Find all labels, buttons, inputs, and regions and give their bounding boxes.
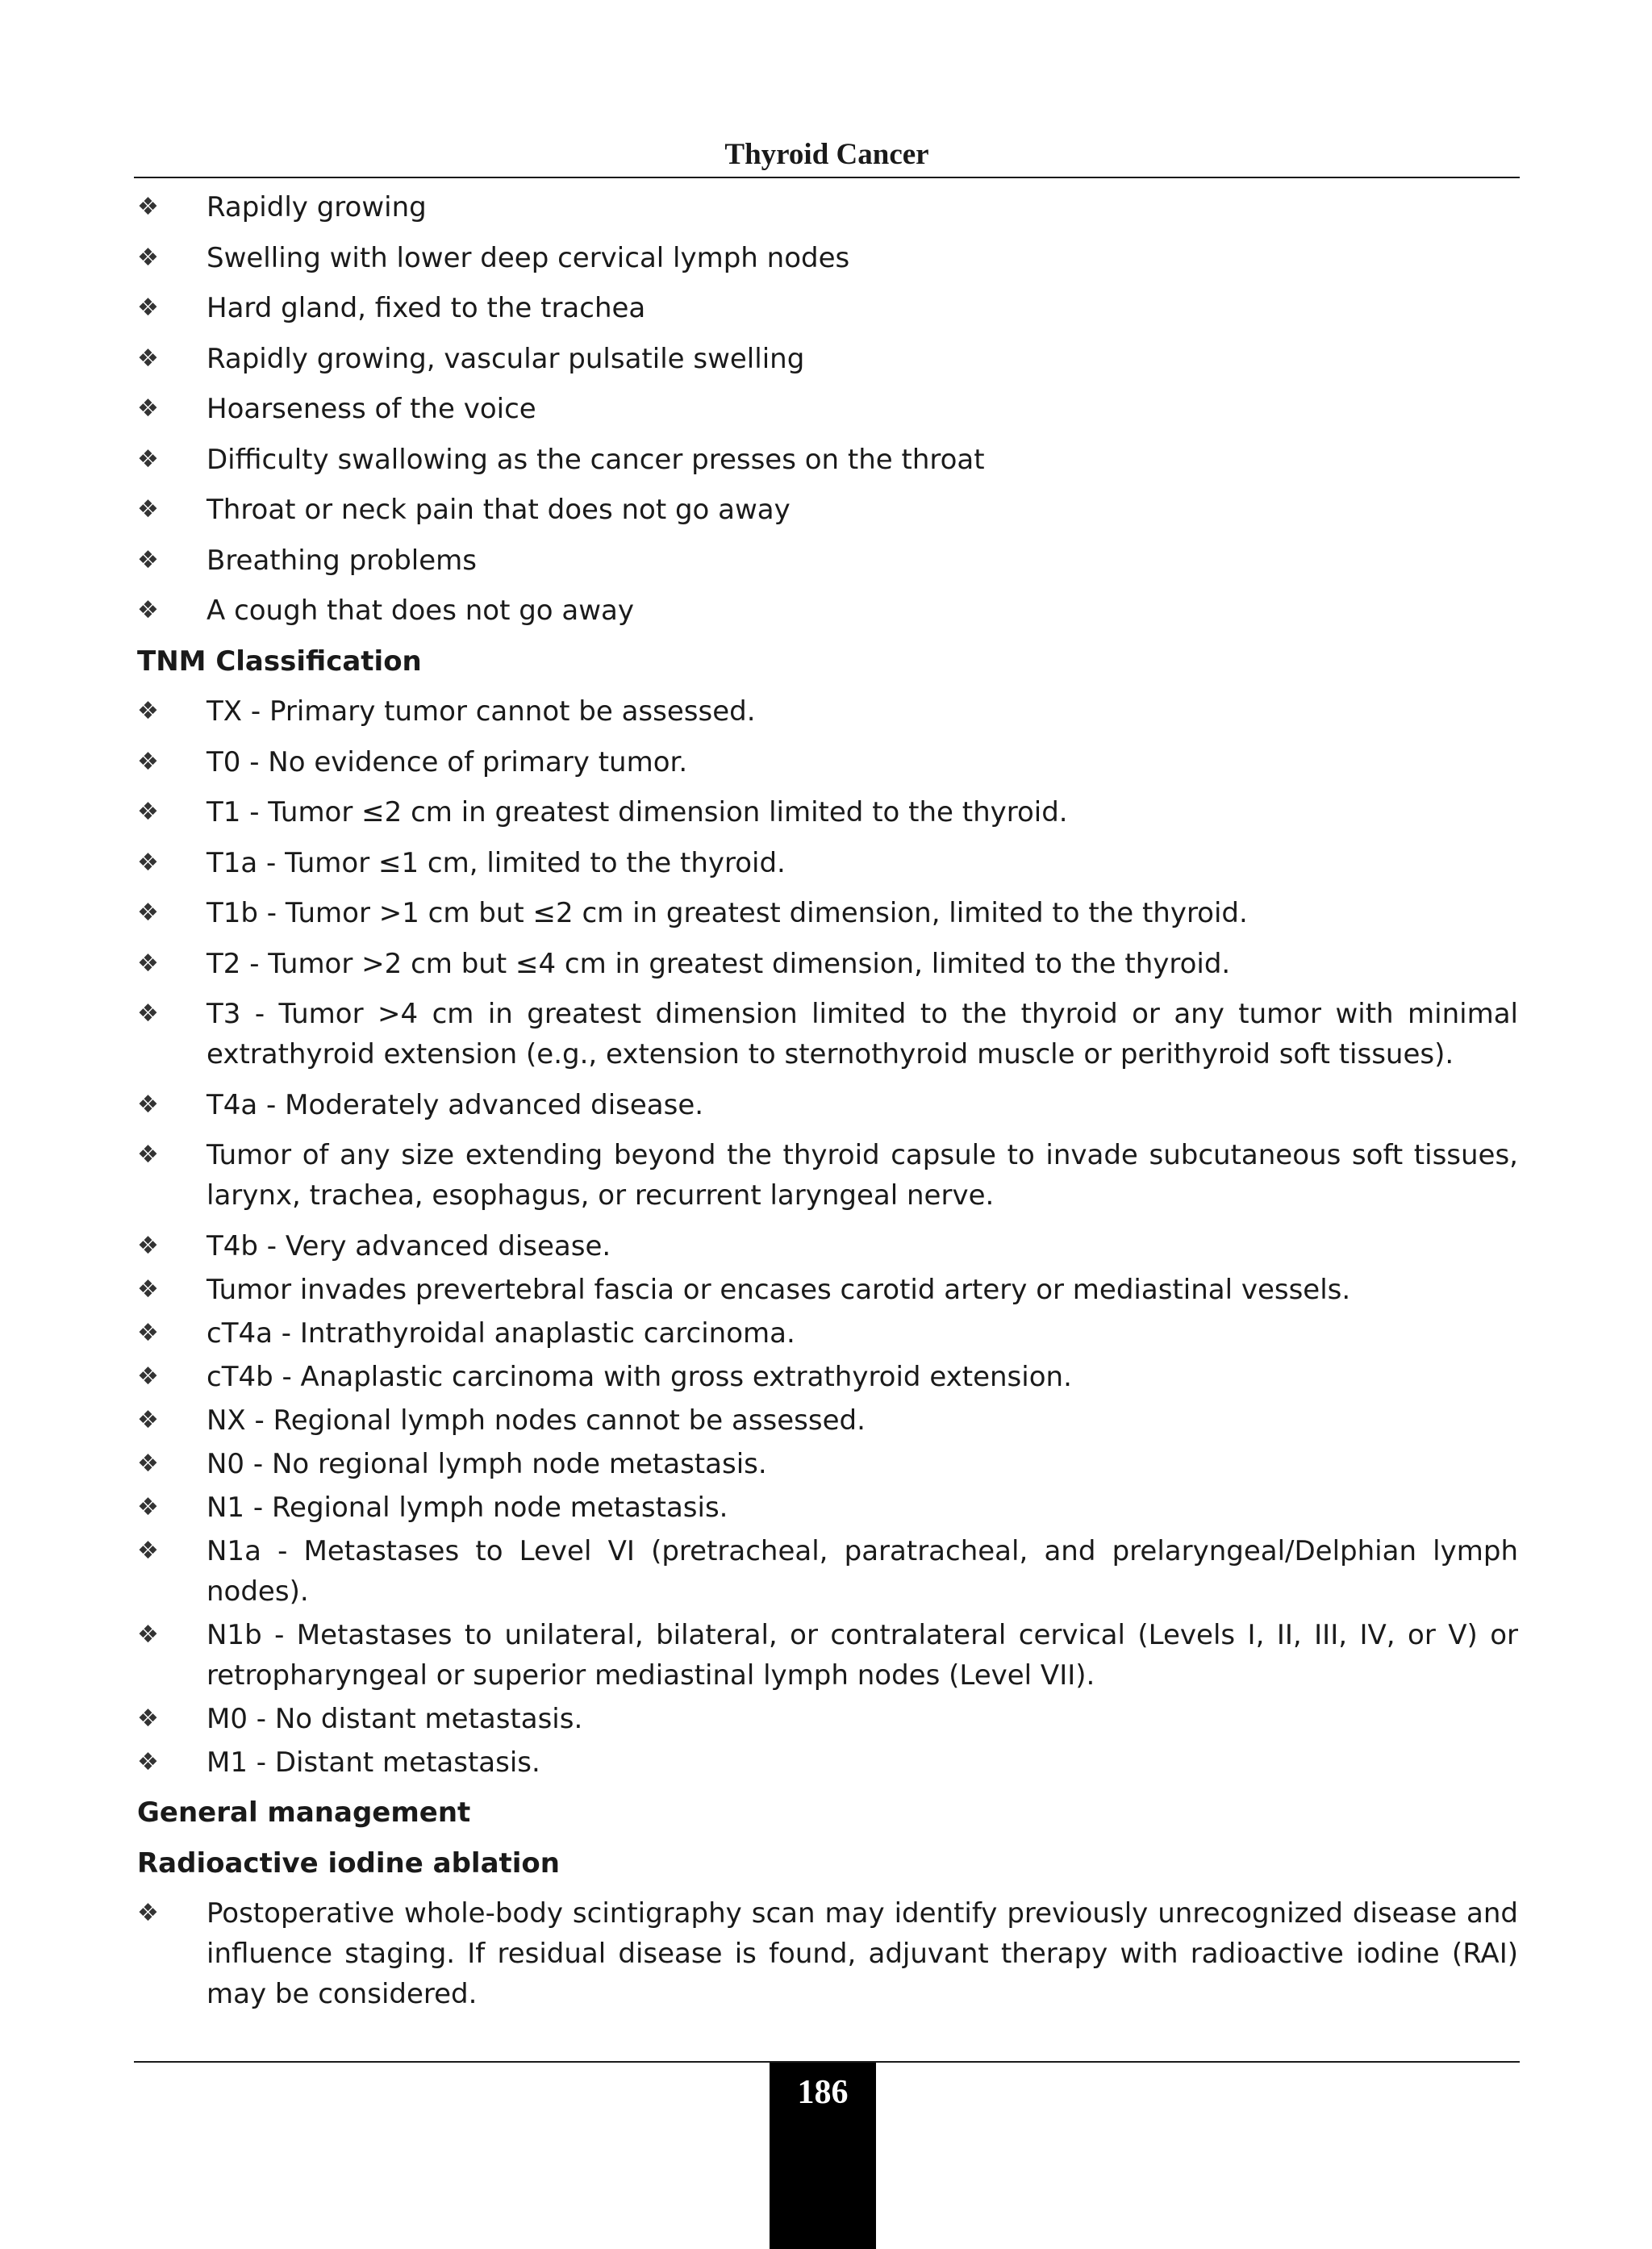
list-item-text: Throat or neck pain that does not go away [206,494,791,526]
diamond-bullet-icon: ❖ [137,596,159,624]
list-item-text: Hoarseness of the voice [206,393,536,425]
list-item-text: cT4a - Intrathyroidal anaplastic carcinoma. [206,1316,795,1350]
diamond-bullet-icon: ❖ [137,1449,159,1478]
list-item-text: NX - Regional lymph nodes cannot be assessed. [206,1404,866,1437]
list-item [137,1615,1518,1696]
general-management-heading: General management [137,1796,471,1829]
diamond-bullet-icon: ❖ [137,1318,159,1347]
diamond-bullet-icon: ❖ [137,444,159,474]
diamond-bullet-icon: ❖ [137,747,159,776]
list-item [137,792,1518,832]
diamond-bullet-icon: ❖ [137,243,159,272]
list-item-text: Tumor invades prevertebral fascia or encases carotid artery or mediastinal vessels. [206,1273,1351,1306]
list-item [137,540,1518,581]
diamond-bullet-icon: ❖ [137,394,159,423]
list-item-text: Breathing problems [206,544,477,577]
list-item-text: A cough that does not go away [206,595,635,627]
list-item [137,1444,1518,1484]
diamond-bullet-icon: ❖ [137,949,159,978]
list-item [137,1531,1518,1612]
list-item [137,944,1518,984]
diamond-bullet-icon: ❖ [137,1492,159,1521]
list-item-text: Postoperative whole-body scintigraphy scan may identify previously unrecognized disease and influence staging. If residual disease is found, adjuvant therapy with radioactive iodine (RAI) may be considered. [206,1897,1518,2010]
list-item [137,590,1518,631]
list-item [137,1699,1518,1739]
list-item-text: Swelling with lower deep cervical lymph nodes [206,241,850,274]
diamond-bullet-icon: ❖ [137,193,159,221]
header-rule [134,177,1520,178]
list-item-text: N1b - Metastases to unilateral, bilateral, or contralateral cervical (Levels I, II, III, IV, or V) or retropharyngeal or superior mediastinal lymph nodes (Level VII). [206,1618,1518,1692]
diamond-bullet-icon: ❖ [137,848,159,877]
diamond-bullet-icon: ❖ [137,1536,159,1565]
list-item-text: N1 - Regional lymph node metastasis. [206,1491,728,1524]
list-item [137,994,1518,1074]
list-item-text: T3 - Tumor >4 cm in greatest dimension limited to the thyroid or any tumor with minimal extrathyroid extension (e.g., extension to sternothyroid muscle or perithyroid soft tissues). [206,998,1518,1070]
list-item-text: Rapidly growing, vascular pulsatile swelling [206,342,805,375]
list-item [137,1488,1518,1528]
diamond-bullet-icon: ❖ [137,1747,159,1776]
radioactive-iodine-list [137,1893,1518,2014]
list-item-text: M0 - No distant metastasis. [206,1702,583,1735]
diamond-bullet-icon: ❖ [137,1090,159,1119]
diamond-bullet-icon: ❖ [137,899,159,927]
diamond-bullet-icon: ❖ [137,545,159,574]
running-head-title: Thyroid Cancer [724,138,929,171]
list-item [137,1135,1518,1216]
list-item-text: N1a - Metastases to Level VI (pretracheal, paratracheal, and prelaryngeal/Delphian lymph nodes). [206,1534,1518,1608]
list-item-text: Hard gland, fixed to the trachea [206,292,646,324]
list-item [137,893,1518,933]
list-item-text: T1b - Tumor >1 cm but ≤2 cm in greatest dimension, limited to the thyroid. [206,897,1248,929]
diamond-bullet-icon: ❖ [137,697,159,725]
list-item [137,339,1518,379]
list-item [137,1400,1518,1441]
list-item [137,1313,1518,1354]
tnm-list-stages [137,1226,1518,1739]
list-item [137,440,1518,480]
list-item-text: Difficulty swallowing as the cancer presses on the throat [206,443,985,476]
diamond-bullet-icon: ❖ [137,798,159,826]
diamond-bullet-icon: ❖ [137,999,159,1028]
symptom-list [137,187,1518,631]
list-item-text: Tumor of any size extending beyond the thyroid capsule to invade subcutaneous soft tissues, larynx, trachea, esophagus, or recurrent laryngeal nerve. [206,1139,1518,1212]
diamond-bullet-icon: ❖ [137,1141,159,1169]
list-item-text: T0 - No evidence of primary tumor. [206,745,688,778]
page-number: 186 [797,2074,849,2111]
diamond-bullet-icon: ❖ [137,1231,159,1260]
list-item-text: T2 - Tumor >2 cm but ≤4 cm in greatest dimension, limited to the thyroid. [206,947,1231,980]
diamond-bullet-icon: ❖ [137,1899,159,1927]
diamond-bullet-icon: ❖ [137,294,159,322]
list-item [137,1357,1518,1397]
list-item [137,1893,1518,2014]
list-item-text: TX - Primary tumor cannot be assessed. [206,695,756,728]
list-item [137,238,1518,278]
list-item [137,1270,1518,1310]
diamond-bullet-icon: ❖ [137,1362,159,1391]
list-item [137,691,1518,732]
list-item-text: T4b - Very advanced disease. [206,1229,611,1262]
list-item-text: Rapidly growing [206,191,427,223]
page-body [137,187,1518,2014]
diamond-bullet-icon: ❖ [137,1704,159,1733]
list-item-text: N0 - No regional lymph node metastasis. [206,1447,767,1480]
list-item [137,1085,1518,1125]
list-item [137,389,1518,429]
list-item-text: T4a - Moderately advanced disease. [206,1088,704,1121]
page-number-tab [770,2063,876,2249]
tnm-list-tumor [137,691,1518,1216]
tnm-list-metastasis [137,1742,1518,1783]
tnm-heading: TNM Classification [137,645,422,678]
list-item [137,1226,1518,1266]
list-item [137,843,1518,883]
diamond-bullet-icon: ❖ [137,1620,159,1649]
list-item-text: M1 - Distant metastasis. [206,1746,540,1779]
diamond-bullet-icon: ❖ [137,495,159,524]
diamond-bullet-icon: ❖ [137,1405,159,1434]
radioactive-iodine-heading: Radioactive iodine ablation [137,1846,560,1880]
list-item [137,742,1518,782]
list-item-text: T1 - Tumor ≤2 cm in greatest dimension limited to the thyroid. [206,796,1068,828]
diamond-bullet-icon: ❖ [137,1275,159,1304]
list-item [137,490,1518,530]
list-item [137,187,1518,227]
diamond-bullet-icon: ❖ [137,344,159,373]
list-item-text: T1a - Tumor ≤1 cm, limited to the thyroid. [206,846,786,879]
list-item [137,288,1518,328]
list-item-text: cT4b - Anaplastic carcinoma with gross extrathyroid extension. [206,1360,1072,1393]
list-item [137,1742,1518,1783]
